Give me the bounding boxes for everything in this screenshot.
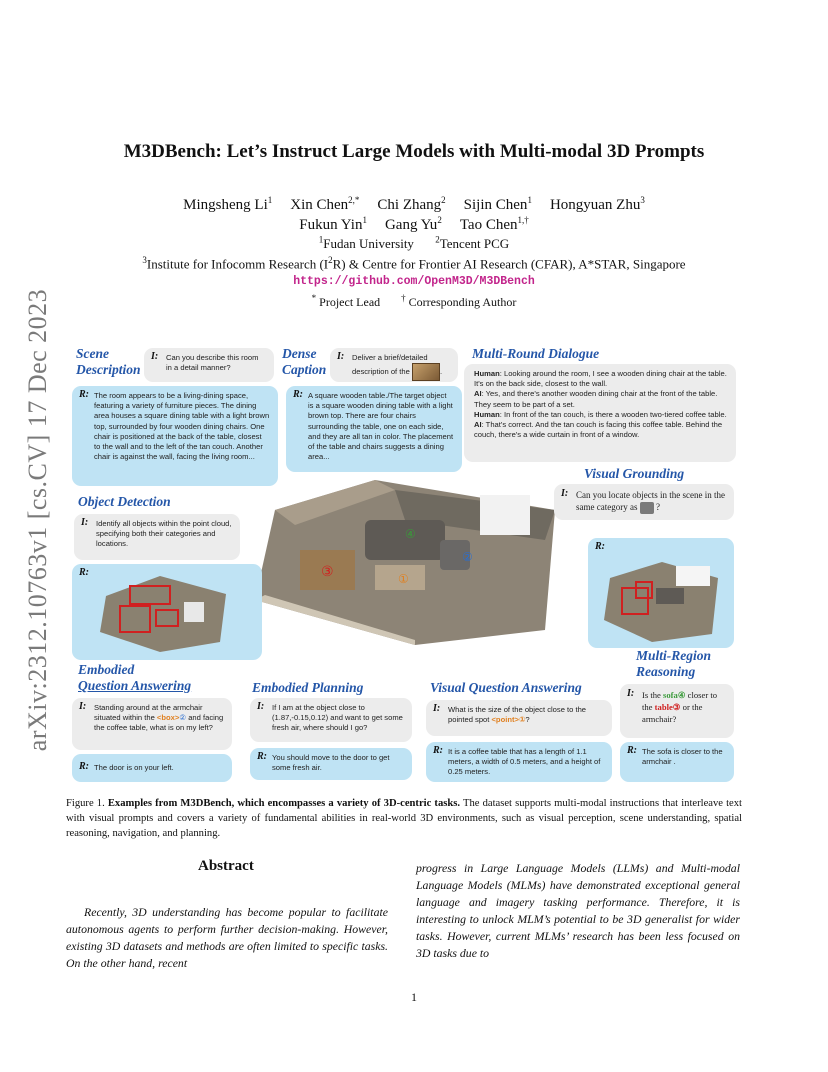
multi-round-dialogue xyxy=(464,364,736,462)
vqa-heading: Visual Question Answering xyxy=(430,680,582,695)
author-name: Xin Chen xyxy=(290,197,349,213)
dialogue-turn xyxy=(474,410,728,420)
marker-1: ① xyxy=(398,572,409,586)
abstract-left-column: Recently, 3D understanding has become popular to facilitate autonomous agents to perform further decision-making. However, existing 3D datasets and methods are often limited to specific tasks. On the other hand, recent xyxy=(66,905,388,970)
chair-icon xyxy=(640,502,654,514)
embodied-planning-heading: Embodied Planning xyxy=(252,680,364,695)
author xyxy=(464,197,532,213)
github-link[interactable]: https://github.com/OpenM3D/M3DBench xyxy=(293,275,535,288)
author xyxy=(550,197,645,213)
abstract-heading: Abstract xyxy=(198,858,254,874)
affiliations-line-1: $^1$Fudan University $^2$Tencent PCG xyxy=(318,235,510,252)
dense-caption-heading: Dense Caption xyxy=(282,346,327,377)
author-affiliation-mark: 1 xyxy=(267,195,273,205)
dialogue-text: : That's correct. And the tan couch is facing this coffee table. Behind the couch, there's a wide curtain in front of a window. xyxy=(474,420,723,440)
object-detection-heading: Object Detection xyxy=(78,494,171,509)
multi-round-heading: Multi-Round Dialogue xyxy=(472,346,600,361)
author-name: Hongyuan Zhu xyxy=(549,197,641,213)
arxiv-stamp: arXiv:2312.10763v1 [cs.CV] 17 Dec 2023 xyxy=(23,288,52,752)
table-crop-icon xyxy=(412,363,440,381)
author-notes: * Project Lead † Corresponding Author xyxy=(311,293,517,309)
object-detection-response: R: xyxy=(72,564,262,660)
author-affiliation-mark: 2 xyxy=(441,195,446,205)
author-name: Tao Chen xyxy=(459,217,518,233)
dialogue-text: : Yes, and there's another wooden dining chair at the front of the table. They seem to be part of a set. xyxy=(474,389,718,409)
authors-line-1 xyxy=(0,195,828,214)
marker-3: ③ xyxy=(321,564,334,580)
scene-description-instruction: I: Can you describe this room in a detail manner? xyxy=(144,348,274,382)
author xyxy=(183,197,272,213)
visual-grounding-instruction: I: Can you locate objects in the scene in the same category as ? xyxy=(554,484,734,520)
author-affiliation-mark: 1 xyxy=(362,215,367,225)
author xyxy=(385,217,442,233)
author-affiliation-mark: 1,† xyxy=(517,215,529,225)
embodied-planning-instruction: I: If I am at the object close to (1.87,-0.15,0.12) and want to get some fresh air, where should I go? xyxy=(250,698,412,742)
scene-description-response: R: The room appears to be a living-dining space, featuring a variety of furniture pieces. The dining area houses a square dining table with a light brown top, surrounded by four wooden dining chairs. One chair is positioned at the back of the table, closest to the wall and to the left of the tan couch. Another chair is against the wall, facing the living room... xyxy=(72,386,278,486)
author-name: Chi Zhang xyxy=(377,197,442,213)
dense-caption-instruction: I: Deliver a brief/detailed description of the . xyxy=(330,348,458,382)
dialogue-turn xyxy=(474,420,728,440)
author-affiliation-mark: 1 xyxy=(527,195,532,205)
author xyxy=(377,197,445,213)
grounding-scene-thumbnail xyxy=(602,558,720,642)
marker-2: ② xyxy=(462,550,473,564)
author-name: Sijin Chen xyxy=(463,197,528,213)
author-affiliation-mark: 3 xyxy=(640,195,645,205)
multi-region-response: R: The sofa is closer to the armchair . xyxy=(620,742,734,782)
paper-title: M3DBench: Let’s Instruct Large Models with Multi-modal 3D Prompts xyxy=(123,141,705,162)
dialogue-speaker: AI xyxy=(474,420,482,430)
object-detection-instruction: I: Identify all objects within the point cloud, specifying both their categories and locations. xyxy=(74,514,240,560)
abstract-right-column: progress in Large Language Models (LLMs) and Multi-modal Language Models (MLMs) have demonstrated exceptional general language and imagery tasking performance. Therefore, it is interesting to unlock MLM’s potential to be 3D generalist for wider tasks. However, current MLMs’ research has been less focused on 3D tasks due to xyxy=(416,861,740,960)
visual-grounding-heading: Visual Grounding xyxy=(584,466,685,481)
author-name: Gang Yu xyxy=(384,217,438,233)
author xyxy=(460,217,529,233)
vqa-response: R: It is a coffee table that has a length of 1.1 meters, a width of 0.5 meters, and a height of 0.25 meters. xyxy=(426,742,612,782)
scene-description-heading: Scene Description xyxy=(76,346,141,377)
authors-line-2 xyxy=(0,215,828,234)
author-name: Mingsheng Li xyxy=(183,197,268,213)
dense-caption-response: R: A square wooden table./The target object is a square wooden dining table with a light brown top. There are four chairs surrounding the table, one on each side, and they are all tan in color. The placement of the table and chairs suggests a dining area... xyxy=(286,386,462,472)
figure-caption: Figure 1. Examples from M3DBench, which encompasses a variety of 3D-centric tasks. The dataset supports multi-modal instructions that interleave text with visual prompts and covers a variety of fundamental abilities in real-world 3D environments, such as visual perception, scene understanding, spatial reasoning, navigation, and planning. xyxy=(66,798,742,839)
multi-region-heading: Multi-Region Reasoning xyxy=(636,648,712,679)
figure-1 xyxy=(70,340,742,790)
dialogue-speaker: AI xyxy=(474,389,482,399)
multi-region-instruction: I: Is the sofa④ closer to the table③ or the armchair? xyxy=(620,684,734,738)
author xyxy=(299,217,367,233)
dialogue-turn xyxy=(474,369,728,389)
dialogue-text: : In front of the tan couch, is there a wooden two-tiered coffee table. xyxy=(499,409,727,419)
vqa-instruction: I: What is the size of the object close to the pointed spot <point>①? xyxy=(426,700,612,736)
dialogue-turn xyxy=(474,389,728,409)
embodied-planning-response: R: You should move to the door to get some fresh air. xyxy=(250,748,412,780)
dialogue-speaker: Human xyxy=(474,409,500,419)
marker-4: ④ xyxy=(405,527,416,541)
scene-point-cloud xyxy=(255,480,555,645)
author xyxy=(290,197,359,213)
visual-grounding-response: R: xyxy=(588,538,734,648)
author-affiliation-mark: 2,* xyxy=(348,195,360,205)
dialogue-text: : Looking around the room, I see a wooden dining chair at the table. It's on the back side, closest to the wall. xyxy=(474,369,727,389)
author-affiliation-mark: 2 xyxy=(437,215,442,225)
page-number: 1 xyxy=(411,990,417,1004)
detection-scene-thumbnail xyxy=(100,572,230,654)
author-name: Fukun Yin xyxy=(299,217,363,233)
dialogue-speaker: Human xyxy=(474,369,500,378)
embodied-qa-heading: Embodied Question Answering xyxy=(78,662,192,693)
affiliations-line-2: $^3$Institute for Infocomm Research $(I^2R)$ & Centre for Frontier AI Research (CFAR), A*STAR, Singapore xyxy=(142,255,686,272)
embodied-qa-response: R: The door is on your left. xyxy=(72,754,232,782)
embodied-qa-instruction: I: Standing around at the armchair situated within the <box>② and facing the coffee table, what is on my left? xyxy=(72,698,232,750)
